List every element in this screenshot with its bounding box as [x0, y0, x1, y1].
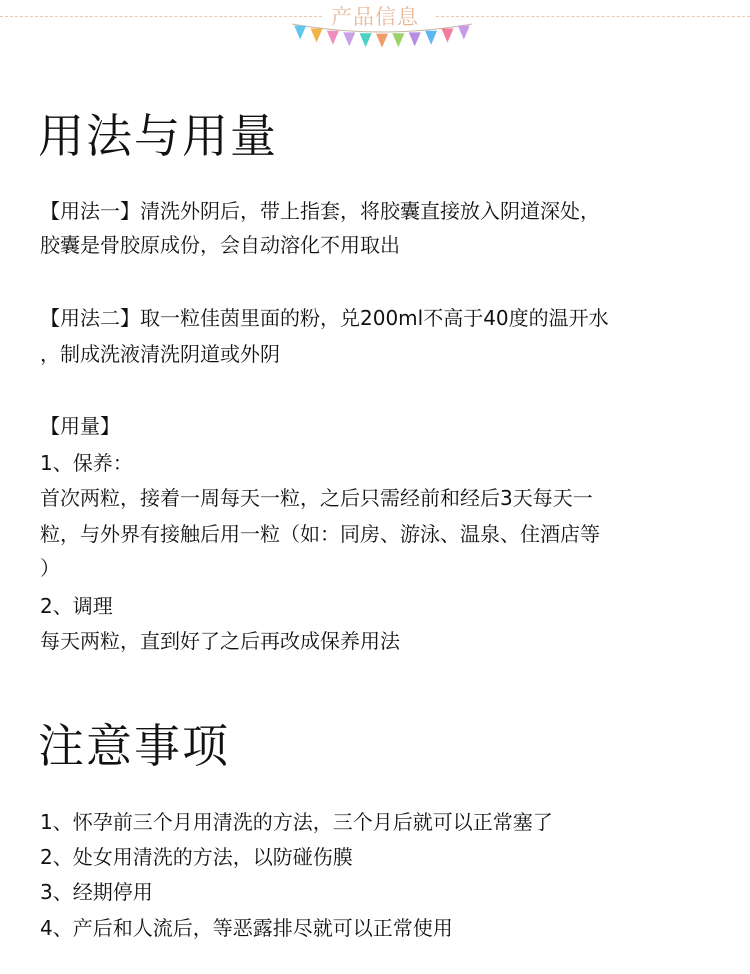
usage-heading: 用法与用量	[38, 109, 278, 163]
usage-method1-line: 【用法一】清洗外阴后，带上指套，将胶囊直接放入阴道深处，	[40, 199, 600, 223]
header-divider-right	[436, 16, 750, 17]
dosage-line: ）	[40, 556, 60, 580]
dosage-line: 每天两粒，直到好了之后再改成保养用法	[40, 629, 400, 653]
product-info-header	[0, 0, 750, 60]
bunting-flag	[441, 29, 453, 43]
usage-method1-line: 胶囊是骨胶原成份，会自动溶化不用取出	[40, 233, 400, 257]
notes-item: 1、怀孕前三个月用清洗的方法，三个月后就可以正常塞了	[40, 810, 553, 834]
dosage-line: 首次两粒，接着一周每天一粒，之后只需经前和经后3天每天一	[40, 486, 593, 510]
bunting-flag	[409, 32, 421, 46]
notes-heading: 注意事项	[38, 719, 230, 773]
bunting-flag	[392, 33, 404, 47]
bunting-flag	[294, 26, 306, 40]
usage-method2-line: ，制成洗液清洗阴道或外阴	[40, 342, 280, 366]
dosage-title: 【用量】	[40, 414, 120, 438]
bunting-flag	[425, 31, 437, 45]
bunting-flag	[360, 33, 372, 47]
usage-method2-line: 【用法二】取一粒佳茵里面的粉，兑200ml不高于40度的温开水	[40, 306, 609, 330]
header-title: 产品信息	[331, 5, 419, 29]
dosage-line: 粒，与外界有接触后用一粒（如：同房、游泳、温泉、住酒店等	[40, 522, 600, 546]
notes-item: 3、经期停用	[40, 880, 153, 904]
dosage-line: 1、保养：	[40, 451, 133, 475]
bunting-flag	[458, 26, 470, 40]
notes-item: 2、处女用清洗的方法，以防碰伤膜	[40, 845, 353, 869]
notes-item: 4、产后和人流后，等恶露排尽就可以正常使用	[40, 916, 453, 940]
dosage-line: 2、调理	[40, 594, 113, 618]
bunting-flag	[327, 31, 339, 45]
bunting-flag	[343, 32, 355, 46]
bunting-flag	[311, 29, 323, 43]
bunting-flag	[376, 34, 388, 48]
bunting-flags-icon	[290, 18, 474, 54]
